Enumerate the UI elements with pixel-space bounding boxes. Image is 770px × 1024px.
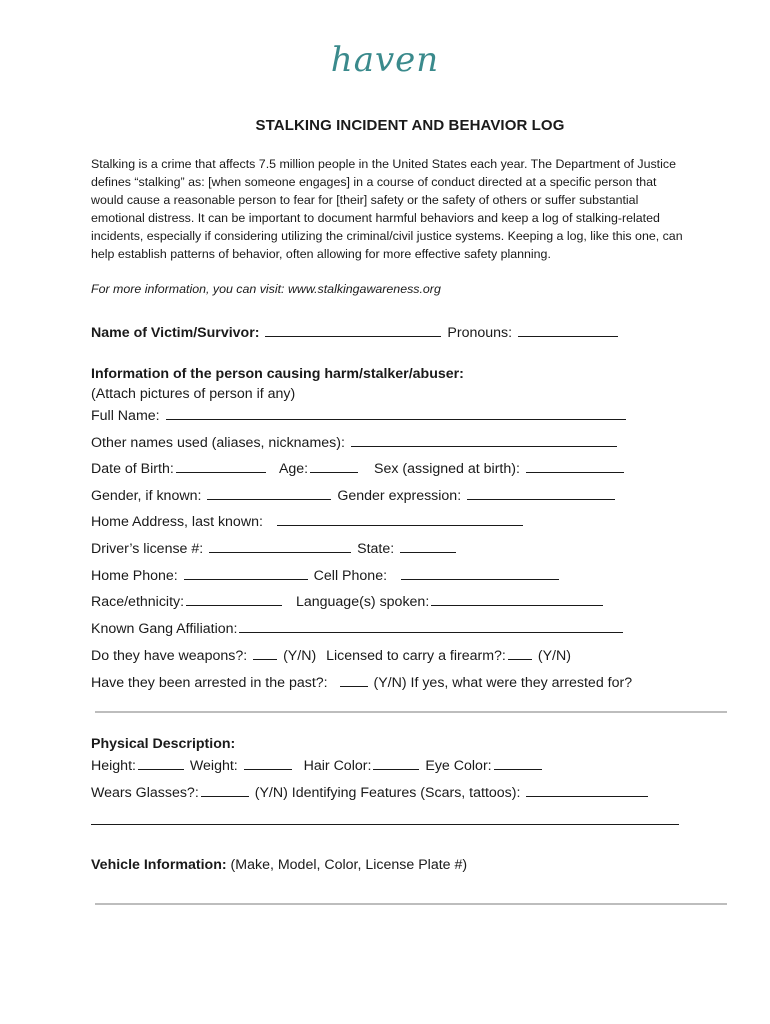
- firearm-label: Licensed to carry a firearm?:: [326, 648, 506, 664]
- identifying-features-field[interactable]: [526, 782, 648, 797]
- abuser-heading: Information of the person causing harm/stalker/abuser:: [91, 366, 464, 382]
- victim-name-field[interactable]: [265, 322, 441, 337]
- drivers-license-field[interactable]: [209, 538, 351, 553]
- hair-field[interactable]: [373, 755, 419, 770]
- victim-name-label: Name of Victim/Survivor:: [91, 325, 260, 341]
- gender-expression-field[interactable]: [467, 485, 615, 500]
- age-label: Age:: [278, 461, 309, 477]
- vehicle-detail: (Make, Model, Color, License Plate #): [230, 857, 468, 873]
- sex-field[interactable]: [526, 458, 624, 473]
- firearm-field[interactable]: [508, 645, 532, 660]
- glasses-label: Wears Glasses?:: [91, 785, 199, 801]
- eye-label: Eye Color:: [425, 758, 492, 774]
- weapons-row: [91, 645, 571, 665]
- height-field[interactable]: [138, 755, 184, 770]
- other-names-row: [91, 432, 619, 452]
- arrested-row: [91, 672, 632, 692]
- logo-text: haven: [330, 40, 440, 80]
- glasses-field[interactable]: [201, 782, 249, 797]
- intro-line: defines “stalking” as: [when someone engages] in a course of conduct directed at a specific person that: [91, 175, 657, 189]
- race-label: Race/ethnicity:: [91, 594, 185, 610]
- dob-field[interactable]: [176, 458, 266, 473]
- cell-phone-label: Cell Phone:: [313, 568, 388, 584]
- weapons-field[interactable]: [253, 645, 277, 660]
- cell-phone-field[interactable]: [401, 565, 559, 580]
- full-name-field[interactable]: [166, 405, 626, 420]
- race-row: [91, 591, 605, 611]
- gang-field[interactable]: [239, 618, 623, 633]
- other-names-field[interactable]: [351, 432, 617, 447]
- weapons-yn: (Y/N): [283, 648, 317, 664]
- intro-line: help establish patterns of behavior, often allowing for more effective safety planning.: [91, 247, 551, 261]
- dob-label: Date of Birth:: [91, 461, 174, 477]
- gender-label: Gender, if known:: [91, 488, 202, 504]
- haven-logo: [330, 40, 440, 84]
- vehicle-heading: Vehicle Information:: [91, 857, 227, 873]
- weight-label: Weight:: [189, 758, 238, 774]
- glasses-row: [91, 782, 650, 802]
- page-title: STALKING INCIDENT AND BEHAVIOR LOG: [255, 117, 565, 134]
- hair-label: Hair Color:: [303, 758, 372, 774]
- full-name-label: Full Name:: [91, 408, 160, 424]
- home-phone-label: Home Phone:: [91, 568, 178, 584]
- physical-row: [91, 755, 544, 775]
- state-label: State:: [357, 541, 395, 557]
- height-label: Height:: [91, 758, 136, 774]
- gender-expression-label: Gender expression:: [337, 488, 462, 504]
- section-divider: [95, 711, 727, 713]
- eye-field[interactable]: [494, 755, 542, 770]
- identifying-features-continuation-field[interactable]: [91, 824, 679, 825]
- pronouns-label: Pronouns:: [447, 325, 513, 341]
- race-field[interactable]: [186, 591, 282, 606]
- glasses-tail: (Y/N) Identifying Features (Scars, tattoos):: [254, 785, 521, 801]
- weight-field[interactable]: [244, 755, 292, 770]
- vehicle-row: [91, 855, 467, 875]
- home-address-label: Home Address, last known:: [91, 514, 263, 530]
- intro-line: would cause a reasonable person to fear for [their] safety or the safety of others or suffer substantial: [91, 193, 639, 207]
- victim-row: [91, 322, 620, 342]
- more-info-text: For more information, you can visit: www.stalkingawareness.org: [91, 282, 441, 296]
- phone-row: [91, 565, 561, 585]
- home-address-row: [91, 511, 525, 531]
- weapons-label: Do they have weapons?:: [91, 648, 248, 664]
- age-field[interactable]: [310, 458, 358, 473]
- home-address-field[interactable]: [277, 511, 523, 526]
- language-field[interactable]: [431, 591, 603, 606]
- arrested-field[interactable]: [340, 672, 368, 687]
- drivers-license-row: [91, 538, 458, 558]
- gender-field[interactable]: [207, 485, 331, 500]
- sex-label: Sex (assigned at birth):: [374, 461, 520, 477]
- arrested-label: Have they been arrested in the past?:: [91, 675, 328, 691]
- intro-paragraph: [91, 155, 731, 263]
- gender-row: [91, 485, 617, 505]
- full-name-row: [91, 405, 628, 425]
- other-names-label: Other names used (aliases, nicknames):: [91, 435, 345, 451]
- state-field[interactable]: [400, 538, 456, 553]
- physical-heading: Physical Description:: [91, 736, 236, 752]
- pronouns-field[interactable]: [518, 322, 618, 337]
- language-label: Language(s) spoken:: [295, 594, 430, 610]
- dob-row: [91, 458, 626, 478]
- home-phone-field[interactable]: [184, 565, 308, 580]
- intro-line: Stalking is a crime that affects 7.5 million people in the United States each year. The Department of Justice: [91, 157, 676, 171]
- gang-label: Known Gang Affiliation:: [91, 621, 238, 637]
- arrested-tail: (Y/N) If yes, what were they arrested for?: [373, 675, 633, 691]
- intro-line: emotional distress. It can be important to document harmful behaviors and keep a log of stalking-related: [91, 211, 660, 225]
- attach-note: (Attach pictures of person if any): [91, 386, 296, 402]
- drivers-license-label: Driver’s license #:: [91, 541, 204, 557]
- firearm-yn: (Y/N): [537, 648, 571, 664]
- gang-row: [91, 618, 625, 638]
- section-divider: [95, 903, 727, 905]
- intro-line: incidents, especially if considering utilizing the criminal/civil justice systems. Keeping a log, like this one, can: [91, 229, 683, 243]
